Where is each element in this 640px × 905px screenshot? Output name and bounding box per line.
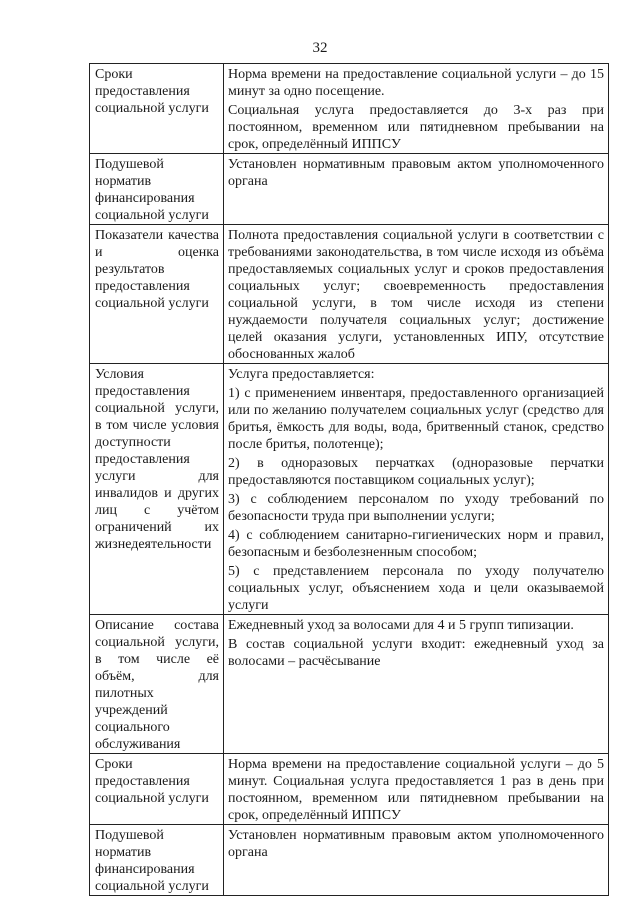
table-row [90,64,609,154]
row-paragraph: Социальная услуга предоставляется до 3-х раз при постоянном, временном или пятидневном пребывании на срок, определённый ИППСУ [228,103,604,152]
row-content [224,754,609,825]
row-paragraph: Установлен нормативным правовым актом уполномоченного органа [228,157,604,189]
row-content [224,64,609,154]
table-row [90,825,609,896]
row-paragraph: Услуга предоставляется: [228,367,375,382]
row-label: Показатели качества и оценка результатов предоставления социальной услуги [90,225,224,364]
row-paragraph: В состав социальной услуги входит: ежедневный уход за волосами – расчёсывание [228,637,604,669]
row-content [224,615,609,754]
table-row [90,754,609,825]
row-paragraph: 3) с соблюдением персоналом по уходу требований по безопасности труда при выполнении услуги; [228,492,604,524]
row-label: Описание состава социальной услуги, в том числе её объём, для пилотных учреждений социального обслуживания [90,615,224,754]
row-label: Условия предоставления социальной услуги, в том числе условия доступности предоставления услуги для инвалидов и других лиц с учётом ограничений их жизнедеятельности [90,364,224,615]
service-table [89,63,609,896]
row-label: Сроки предоставления социальной услуги [90,64,224,154]
table-row [90,364,609,615]
table-row [90,154,609,225]
row-label: Сроки предоставления социальной услуги [90,754,224,825]
row-label: Подушевой норматив финансирования социальной услуги [90,154,224,225]
table-row [90,225,609,364]
row-content [224,154,609,225]
row-paragraph: Ежедневный уход за волосами для 4 и 5 групп типизации. [228,618,574,633]
row-content [224,364,609,615]
row-paragraph: 5) с представлением персонала по уходу получателю социальных услуг, объяснением хода и цели оказываемой услуги [228,564,604,613]
row-paragraph: 2) в одноразовых перчатках (одноразовые перчатки предоставляются поставщиком социальных услуг); [228,456,604,488]
row-paragraph: Установлен нормативным правовым актом уполномоченного органа [228,828,604,860]
row-paragraph: Норма времени на предоставление социальной услуги – до 5 минут. Социальная услуга предоставляется 1 раз в день при постоянном, временном или пятидневном пребывании на срок, определённый ИППСУ [228,757,604,823]
row-paragraph: 4) с соблюдением санитарно-гигиенических норм и правил, безопасным и безболезненным способом; [228,528,604,560]
page-number: 32 [312,40,328,56]
table-row [90,615,609,754]
row-content [224,225,609,364]
row-content [224,825,609,896]
row-label: Подушевой норматив финансирования социальной услуги [90,825,224,896]
row-paragraph: 1) с применением инвентаря, предоставленного организацией или по желанию получателем социальных услуг (средство для бритья, ёмкость для воды, вода, бритвенный станок, средство после бритья, полотенце); [228,386,604,452]
row-paragraph: Норма времени на предоставление социальной услуги – до 15 минут за одно посещение. [228,67,604,99]
row-paragraph: Полнота предоставления социальной услуги в соответствии с требованиями законодательства, в том числе исходя из объёма предоставляемых социальных услуг и сроков предоставления социальных услуг; своевременность предоставления социальной услуги, в том числе исходя из степени нуждаемости получателя социальных услуг; достижение целей оказания услуги, установленных ИПУ, отсутствие обоснованных жалоб [228,228,604,362]
